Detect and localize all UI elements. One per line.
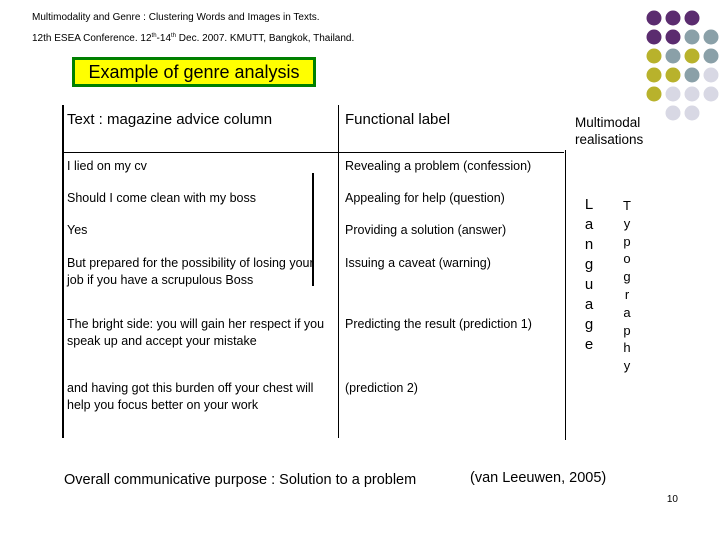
decorative-dot <box>666 106 681 121</box>
row-2-label: Appealing for help (question) <box>345 191 505 205</box>
decorative-dot <box>647 49 662 64</box>
typo-letter: p <box>623 322 631 338</box>
decorative-dot <box>685 49 700 64</box>
decorative-dot <box>666 11 681 26</box>
table-left-border <box>62 105 64 438</box>
decorative-dot <box>647 30 662 45</box>
decorative-dot <box>647 68 662 83</box>
decorative-dot <box>666 68 681 83</box>
row-3-text: Yes <box>67 223 88 237</box>
lang-letter: L <box>584 196 594 213</box>
lang-letter: a <box>584 216 594 233</box>
lang-letter: e <box>584 336 594 353</box>
lang-letter: g <box>584 256 594 273</box>
header-multimodal: Multimodal realisations <box>575 115 644 147</box>
typo-letter: p <box>623 233 631 249</box>
slide-title: Example of genre analysis <box>72 57 316 87</box>
typo-letter: g <box>623 269 631 285</box>
row-4-label: Issuing a caveat (warning) <box>345 256 491 270</box>
row-5-label: Predicting the result (prediction 1) <box>345 317 532 331</box>
typo-letter: r <box>624 286 630 302</box>
row-5-text: The bright side: you will gain her respect if you speak up and accept your mistake <box>67 317 325 348</box>
row-6-text: and having got this burden off your chest will help you focus better on your work <box>67 381 314 412</box>
typo-letter: o <box>623 251 631 267</box>
decorative-dot <box>666 30 681 45</box>
typo-letter: y <box>623 215 631 231</box>
decorative-dot <box>704 68 719 83</box>
header-line-1: Multimodality and Genre : Clustering Words and Images in Texts. <box>32 12 320 23</box>
row-3-label: Providing a solution (answer) <box>345 223 507 237</box>
lang-letter: u <box>584 276 594 293</box>
citation: (van Leeuwen, 2005) <box>470 470 607 486</box>
header-functional-label: Functional label <box>345 111 451 128</box>
decorative-dot <box>666 87 681 102</box>
table-column-divider <box>338 105 339 438</box>
decorative-dot <box>685 30 700 45</box>
row-2-text: Should I come clean with my boss <box>67 191 256 205</box>
table-multimodal-divider <box>565 150 566 440</box>
lang-letter: n <box>584 236 594 253</box>
typography-vertical-text <box>619 197 635 375</box>
decorative-dot <box>666 49 681 64</box>
typo-letter: a <box>623 304 631 320</box>
decorative-dot <box>647 11 662 26</box>
row-1-label: Revealing a problem (confession) <box>345 159 532 173</box>
decorative-dot <box>704 30 719 45</box>
lang-letter: a <box>584 296 594 313</box>
decorative-dot <box>704 49 719 64</box>
decorative-dot <box>704 87 719 102</box>
row-6-label: (prediction 2) <box>345 381 418 395</box>
table-header-divider <box>62 152 564 153</box>
decorative-dot <box>647 87 662 102</box>
row-1-text: I lied on my cv <box>67 159 147 173</box>
decorative-dot <box>685 106 700 121</box>
decorative-dot <box>685 68 700 83</box>
typo-letter: T <box>623 198 631 213</box>
row-4-text: But prepared for the possibility of losing your job if you have a scrupulous Boss <box>67 256 314 287</box>
decorative-dot <box>685 11 700 26</box>
header-text-column: Text : magazine advice column <box>67 111 273 128</box>
header-line-2: 12th ESEA Conference. 12th-14th Dec. 2007. KMUTT, Bangkok, Thailand. <box>32 33 355 44</box>
language-vertical-text <box>580 195 598 355</box>
lang-letter: g <box>584 316 594 333</box>
typo-letter: h <box>623 340 631 356</box>
decorative-dot <box>685 87 700 102</box>
page-number: 10 <box>666 494 678 505</box>
typo-letter: y <box>623 358 631 374</box>
communicative-purpose: Overall communicative purpose : Solution to a problem <box>64 472 417 488</box>
